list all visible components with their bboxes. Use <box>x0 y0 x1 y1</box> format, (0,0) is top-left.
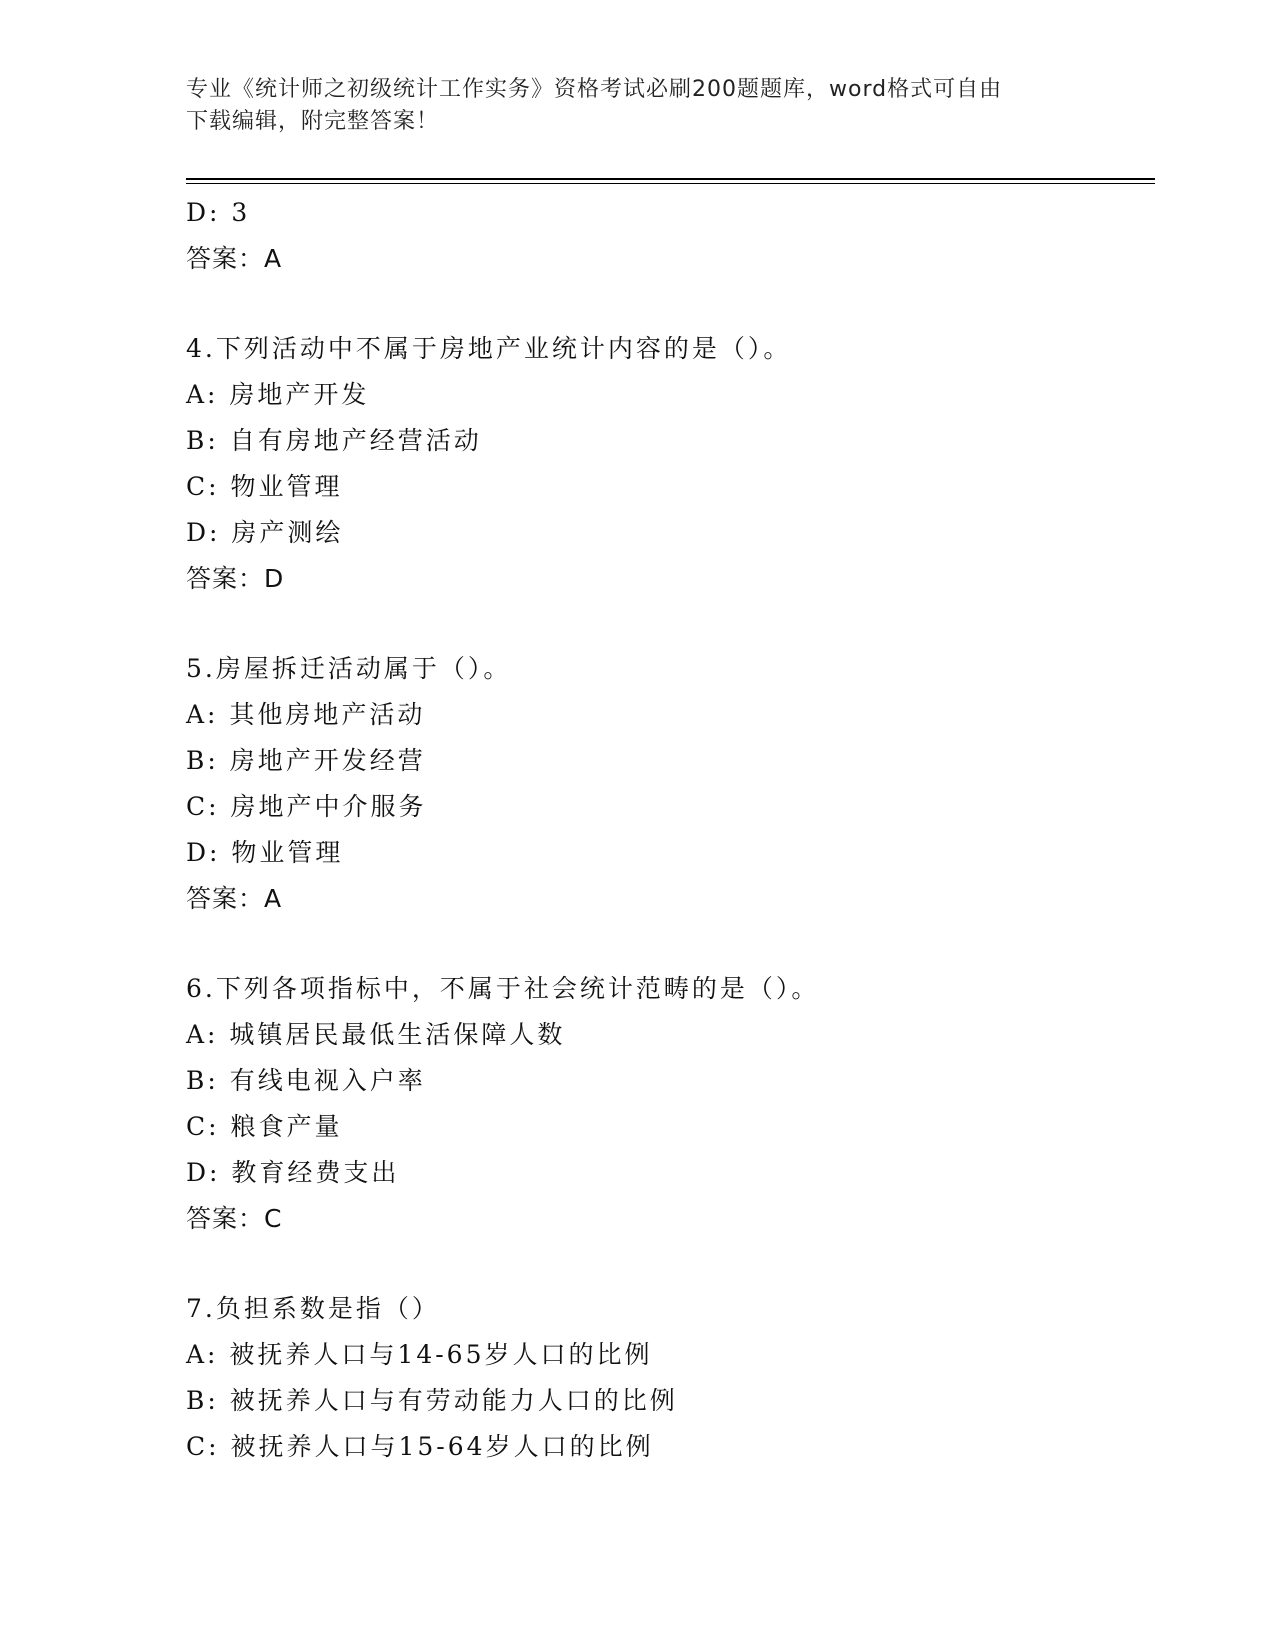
answer-line: 答案：C <box>186 1204 283 1233</box>
header-line-1: 专业《统计师之初级统计工作实务》资格考试必刷200题题库，word格式可自由 <box>186 77 1003 102</box>
answer-line: 答案：A <box>186 884 283 913</box>
spacer <box>186 922 1156 966</box>
option-b: B: 自有房地产经营活动 <box>186 426 482 455</box>
question-6 <box>186 966 1156 1242</box>
option-a: A: 房地产开发 <box>186 380 370 409</box>
option-b: B: 被抚养人口与有劳动能力人口的比例 <box>186 1386 678 1415</box>
answer-line: 答案：A <box>186 244 283 273</box>
option-d: D: 教育经费支出 <box>186 1158 400 1187</box>
spacer <box>186 602 1156 646</box>
question-stem: 4.下列活动中不属于房地产业统计内容的是（）。 <box>186 334 792 363</box>
header-divider-thick <box>186 178 1155 180</box>
option-b: B: 有线电视入户率 <box>186 1066 426 1095</box>
option-d: D: 房产测绘 <box>186 518 344 547</box>
question-stem: 7.负担系数是指（） <box>186 1294 440 1323</box>
option-c: C: 粮食产量 <box>186 1112 343 1141</box>
question-stem: 6.下列各项指标中，不属于社会统计范畴的是（）。 <box>186 974 820 1003</box>
option-c: C: 房地产中介服务 <box>186 792 427 821</box>
spacer <box>186 1242 1156 1286</box>
header-line-2: 下载编辑，附完整答案！ <box>186 109 440 134</box>
spacer <box>186 282 1156 326</box>
header-divider-thin <box>186 183 1155 184</box>
question-list <box>186 190 1156 1470</box>
answer-line: 答案：D <box>186 564 285 593</box>
option-d: D: 物业管理 <box>186 838 344 867</box>
option-c: C: 被抚养人口与15-64岁人口的比例 <box>186 1432 654 1461</box>
option-a: A: 被抚养人口与14-65岁人口的比例 <box>186 1340 653 1369</box>
option-a: A: 城镇居民最低生活保障人数 <box>186 1020 566 1049</box>
question-4 <box>186 326 1156 602</box>
question-5 <box>186 646 1156 922</box>
option-b: B: 房地产开发经营 <box>186 746 426 775</box>
question-fragment <box>186 190 1156 282</box>
option-d: D: 3 <box>186 198 251 227</box>
document-header <box>186 74 1066 138</box>
option-c: C: 物业管理 <box>186 472 343 501</box>
question-7 <box>186 1286 1156 1470</box>
question-stem: 5.房屋拆迁活动属于（）。 <box>186 654 512 683</box>
option-a: A: 其他房地产活动 <box>186 700 426 729</box>
